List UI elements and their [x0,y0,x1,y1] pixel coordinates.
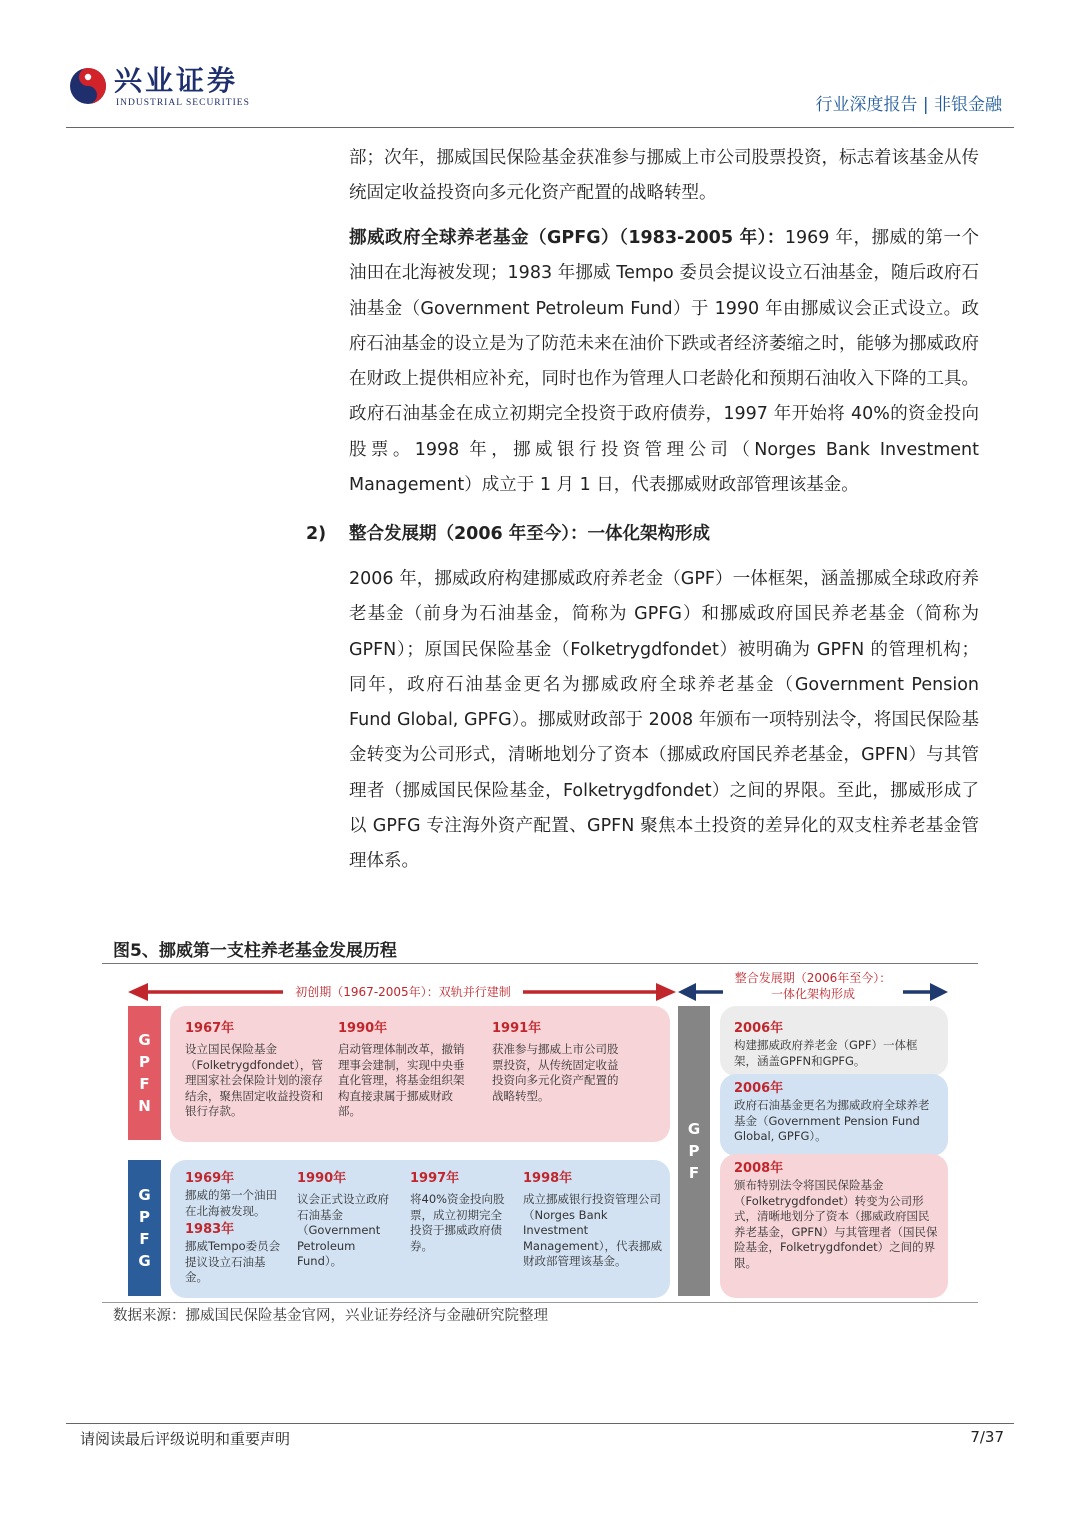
timeline-event-gpfn-1990 [338,1020,472,1120]
footer-disclaimer: 请阅读最后评级说明和重要声明 [80,1430,291,1448]
figure-source: 数据来源：挪威国民保险基金官网，兴业证券经济与金融研究院整理 [113,1308,548,1324]
paragraph-2-text: 1969 年，挪威的第一个油田在北海被发现；1983 年挪威 Tempo 委员会提议设立石油基金，随后政府石油基金（Government Petroleum Fund）于 1990 年由挪威议会正式设立。政府石油基金的设立是为了防范未来在油价下跌或者经济萎缩之时，能够为挪威政府在财政上提供相应补充，同时也作为管理人口老龄化和预期石油收入下降的工具。政府石油基金在成立初期完全投资于政府债券，1997 年开始将 40%的资金投向股票。1998 年，挪威银行投资管理公司（Norges Bank Investment Management）成立于 1 月 1 日，代表挪威财政部管理该基金。 [349,228,979,496]
timeline-event-gpfg-1990 [297,1170,395,1270]
event-year: 1997年 [410,1171,460,1186]
timeline-event-gpfn-1967 [185,1020,323,1120]
timeline-event-gpf-2008 [734,1160,938,1271]
rail-letter: P [139,1053,150,1071]
event-desc: 颁布特别法令将国民保险基金（Folketrygdfondet）转变为公司形式，清晰地划分了资本（挪威政府国民养老基金，GPFN）与其管理者（国民保险基金，Folketrygdfondet）之间的界限。 [734,1178,938,1270]
event-desc: 设立国民保险基金（Folketrygdfondet），管理国家社会保险计划的滚存结余，聚焦固定收益投资和银行存款。 [185,1042,323,1118]
rail-letter: F [139,1075,150,1093]
event-desc: 挪威的第一个油田在北海被发现。 [185,1188,277,1218]
event-year: 1983年 [185,1222,235,1237]
event-year: 1967年 [185,1021,235,1036]
figure-bottom-divider [102,1302,978,1303]
report-category: 行业深度报告 | 非银金融 [815,95,1002,115]
timeline-event-gpfg-1997 [410,1170,508,1254]
event-desc: 挪威Tempo委员会提议设立石油基金。 [185,1239,281,1284]
gpfn-rail [128,1006,161,1140]
rail-letter: G [138,1186,151,1204]
header-divider [66,127,1014,128]
rail-letter: F [688,1164,700,1182]
event-year: 2006年 [734,1021,784,1036]
rail-letter: G [687,1120,701,1138]
event-year: 1990年 [297,1171,347,1186]
event-desc: 启动管理体制改革，撤销理事会建制，实现中央垂直化管理，将基金组织架构直接隶属于挪威财政部。 [338,1042,465,1118]
event-desc: 成立挪威银行投资管理公司（Norges Bank Investment Management），代表挪威财政部管理该基金。 [523,1192,663,1268]
timeline-event-gpfn-1991 [492,1020,626,1104]
phase2-label-line1: 整合发展期（2006年至今）： [734,971,892,985]
gpfg-rail [128,1160,161,1296]
rail-letter: P [688,1142,700,1160]
timeline-event-gpf-2006-rename [734,1080,938,1145]
company-name-en: INDUSTRIAL SECURITIES [116,98,250,108]
rail-letter: G [138,1252,151,1270]
footer-divider [66,1423,1014,1424]
timeline-event-gpfg-1969-1983 [185,1170,281,1286]
event-desc: 将40%资金投向股票，成立初期完全投资于挪威政府债券。 [410,1192,505,1253]
event-year: 1969年 [185,1171,235,1186]
company-logo-icon [68,66,108,106]
paragraph-3: 2006 年，挪威政府构建挪威政府养老金（GPF）一体框架，涵盖挪威全球政府养老基金（前身为石油基金，简称为 GPFG）和挪威政府国民养老基金（简称为 GPFN）；原国民保险基金（Folketrygdfondet）被明确为 GPFN 的管理机构；同年，政府石油基金更名为挪威政府全球养老基金（Government Pension Fund Global, GPFG）。挪威财政部于 2008 年颁布一项特别法令，将国民保险基金转变为公司形式，清晰地划分了资本（挪威政府国民养老基金，GPFN）与其管理者（挪威国民保险基金，Folketrygdfondet）之间的界限。至此，挪威形成了以 GPFG 专注海外资产配置、GPFN 聚焦本土投资的差异化的双支柱养老基金管理体系。 [349,569,979,872]
rail-letter: P [139,1208,150,1226]
phase2-label [718,970,908,1002]
paragraph-1: 部；次年，挪威国民保险基金获准参与挪威上市公司股票投资，标志着该基金从传统固定收益投资向多元化资产配置的战略转型。 [349,148,979,204]
rail-letter: N [138,1097,151,1115]
event-year: 1998年 [523,1171,573,1186]
event-year: 2008年 [734,1161,784,1176]
event-desc: 政府石油基金更名为挪威政府全球养老基金（Government Pension Fund Global, GPFG）。 [734,1098,930,1143]
paragraph-2-heading: 挪威政府全球养老基金（GPFG）（1983-2005 年）： [349,228,785,248]
rail-letter: G [138,1031,151,1049]
event-desc: 议会正式设立政府石油基金（Government Petroleum Fund）。 [297,1192,389,1268]
event-year: 1991年 [492,1021,542,1036]
page-number: 7/37 [970,1428,1004,1446]
timeline-event-gpf-2006-framework [734,1020,938,1069]
timeline-event-gpfg-1998 [523,1170,663,1270]
company-name-cn: 兴业证券 [114,64,239,97]
rail-letter: F [139,1230,150,1248]
event-year: 2006年 [734,1081,784,1096]
paragraph-2 [349,221,979,503]
section-number: 2) [306,524,327,544]
section-title: 整合发展期（2006 年至今）：一体化架构形成 [349,524,711,544]
event-year: 1990年 [338,1021,388,1036]
event-desc: 构建挪威政府养老金（GPF）一体框架，涵盖GPFN和GPFG。 [734,1038,918,1068]
phase1-label: 初创期（1967-2005年）：双轨并行建制 [295,985,511,999]
phase2-label-line2: 一体化架构形成 [770,987,855,1001]
gpf-rail [678,1006,710,1296]
event-desc: 获准参与挪威上市公司股票投资，从传统固定收益投资向多元化资产配置的战略转型。 [492,1042,619,1103]
figure-top-divider [102,963,978,964]
figure-title: 图5、挪威第一支柱养老基金发展历程 [113,941,397,961]
